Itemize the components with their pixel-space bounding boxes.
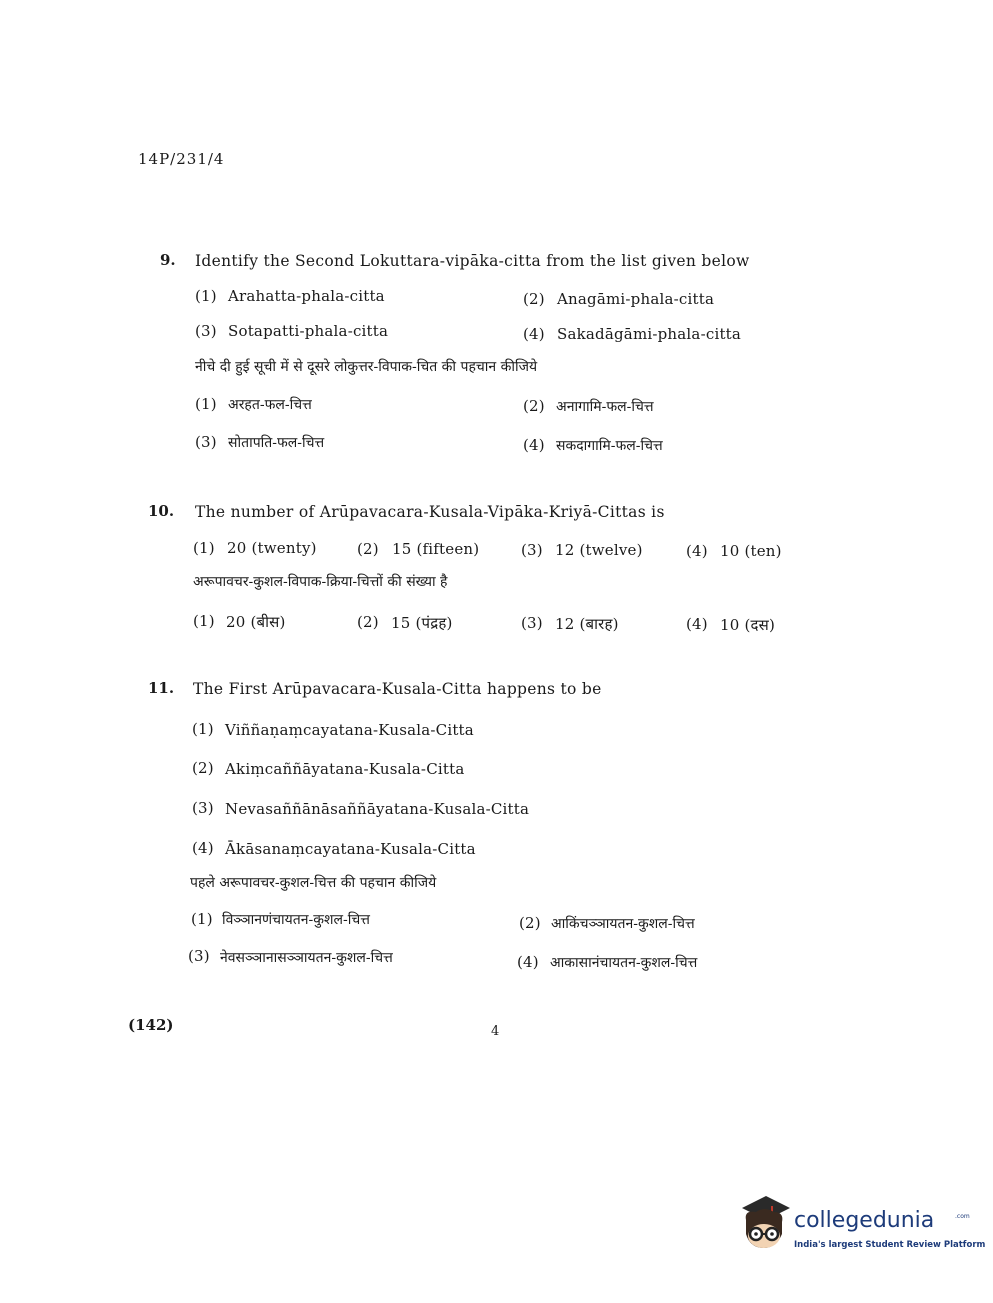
q11-option-4-num-en: (4) [192,839,214,857]
q11-option-4-num-hi: (4) [517,953,539,971]
page-number: 4 [491,1024,500,1039]
q11-option-4-en: Ākāsanaṃcayatana-Kusala-Citta [225,840,476,858]
q9-option-2-hi: अनागामि-फल-चित्त [556,399,654,415]
q11-option-3-en: Nevasaññānāsaññāyatana-Kusala-Citta [225,800,530,818]
mascot-icon [736,1196,794,1266]
question-10-text-hi: अरूपावचर-कुशल-विपाक-क्रिया-चित्तों की संख्या है [193,574,448,590]
q9-option-4-num-hi: (4) [523,436,545,454]
q9-option-1-hi: अरहत-फल-चित्त [228,397,312,413]
question-9-text-en: Identify the Second Lokuttara-vipāka-citta from the list given below [195,252,750,270]
q9-option-3-num-en: (3) [195,322,217,340]
footer-code: (142) [128,1016,174,1034]
q11-option-3-num-hi: (3) [188,947,210,965]
q11-option-2-num-hi: (2) [519,914,541,932]
q9-option-4-num-en: (4) [523,325,545,343]
logo-tagline: India's largest Student Review Platform [794,1240,986,1250]
q10-option-4-num-en: (4) [686,542,708,560]
q9-option-3-num-hi: (3) [195,433,217,451]
q11-option-2-num-en: (2) [192,759,214,777]
q10-option-1-num-en: (1) [193,539,215,557]
question-9-text-hi: नीचे दी हुई सूची में से दूसरे लोकुत्तर-विपाक-चित की पहचान कीजिये [195,359,538,375]
q11-option-3-num-en: (3) [192,799,214,817]
q9-option-4-en: Sakadāgāmi-phala-citta [557,325,742,343]
q11-option-2-hi: आकिंचञ्ञायतन-कुशल-चित्त [551,916,695,932]
question-11-text-hi: पहले अरूपावचर-कुशल-चित्त की पहचान कीजिये [190,875,437,891]
q11-option-1-num-en: (1) [192,720,214,738]
question-10-number: 10. [148,502,175,520]
q11-option-4-hi: आकासानंचायतन-कुशल-चित्त [550,955,698,971]
q11-option-1-num-hi: (1) [191,910,213,928]
q10-option-3-hi: 12 (बारह) [555,615,619,633]
q9-option-2-num-en: (2) [523,290,545,308]
q10-option-1-num-hi: (1) [193,612,215,630]
q11-option-2-en: Akiṃcaññāyatana-Kusala-Citta [225,760,465,778]
q11-option-1-hi: विञ्ञानणंचायतन-कुशल-चित्त [222,912,370,928]
q9-option-1-en: Arahatta-phala-citta [228,287,385,305]
q9-option-2-num-hi: (2) [523,397,545,415]
question-11-text-en: The First Arūpavacara-Kusala-Citta happens to be [193,680,602,698]
q10-option-2-num-hi: (2) [357,613,379,631]
q10-option-3-en: 12 (twelve) [555,541,643,559]
q10-option-2-num-en: (2) [357,540,379,558]
q10-option-2-en: 15 (fifteen) [392,540,480,558]
q10-option-4-hi: 10 (दस) [720,616,776,634]
logo-name: collegedunia [794,1208,935,1233]
q9-option-3-hi: सोतापति-फल-चित्त [228,435,325,451]
q9-option-3-en: Sotapatti-phala-citta [228,322,389,340]
q10-option-3-num-en: (3) [521,541,543,559]
q10-option-4-en: 10 (ten) [720,542,782,560]
question-9-number: 9. [160,251,176,269]
q11-option-1-en: Viññaṇaṃcayatana-Kusala-Citta [225,721,474,739]
q10-option-1-en: 20 (twenty) [227,539,317,557]
q10-option-3-num-hi: (3) [521,614,543,632]
q9-option-4-hi: सकदागामि-फल-चित्त [556,438,663,454]
q9-option-1-num-en: (1) [195,287,217,305]
q9-option-1-num-hi: (1) [195,395,217,413]
q11-option-3-hi: नेवसञ्ञानासञ्ञायतन-कुशल-चित्त [220,950,393,966]
question-11-number: 11. [148,679,175,697]
question-10-text-en: The number of Arūpavacara-Kusala-Vipāka-Kriyā-Cittas is [195,503,665,521]
logo-suffix: .com [955,1213,970,1220]
q10-option-2-hi: 15 (पंद्रह) [391,614,453,632]
q10-option-4-num-hi: (4) [686,615,708,633]
q9-option-2-en: Anagāmi-phala-citta [557,290,715,308]
collegedunia-logo [736,1196,986,1266]
paper-code: 14P/231/4 [138,150,225,168]
q10-option-1-hi: 20 (बीस) [226,613,286,631]
